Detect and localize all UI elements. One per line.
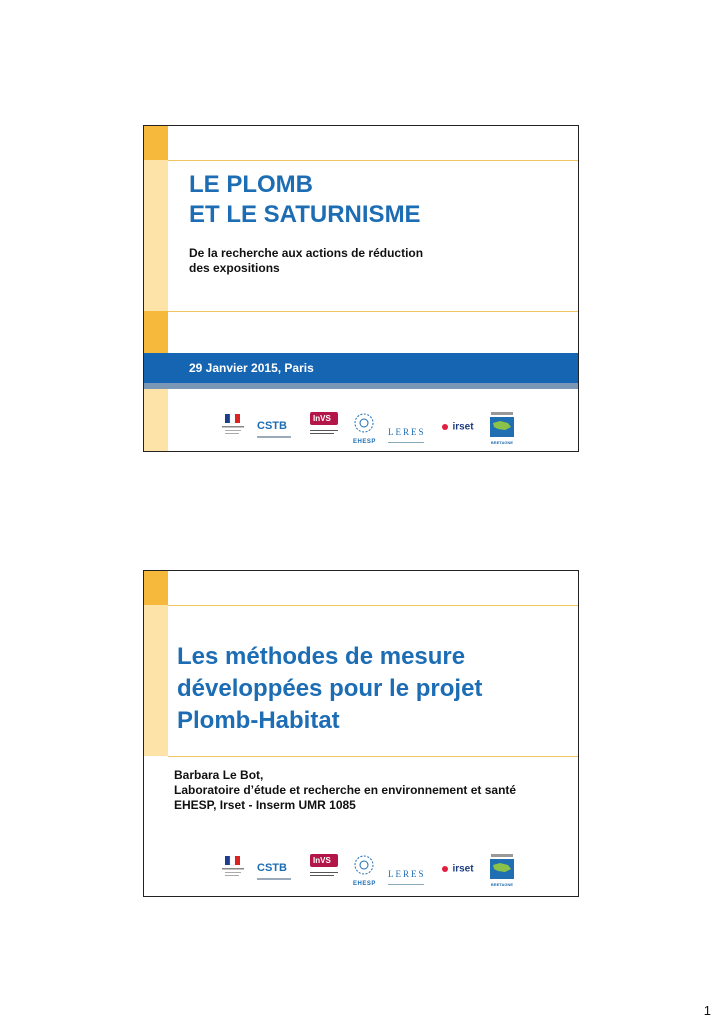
slide-1-title	[189, 170, 421, 230]
cstb-logo-text: CSTB	[257, 420, 287, 432]
bretagne-logo	[490, 854, 514, 887]
ministry-logo	[222, 856, 244, 880]
ehesp-logo-text: EHESP	[353, 881, 376, 887]
invs-logo	[310, 412, 338, 434]
invs-logo-text: InVS	[310, 854, 338, 867]
date-banner	[144, 353, 578, 389]
ehesp-emblem-icon	[353, 412, 375, 434]
bretagne-map-icon	[490, 859, 514, 879]
accent-bar-top	[144, 126, 168, 160]
divider-top	[168, 160, 578, 161]
ministry-logo	[222, 414, 244, 438]
leres-logo	[388, 864, 426, 885]
slide-1-subtitle	[189, 246, 469, 276]
author-block	[174, 768, 516, 813]
cstb-logo-text: CSTB	[257, 862, 287, 874]
ehesp-emblem-icon	[353, 854, 375, 876]
title-line-1: LE PLOMB	[189, 171, 313, 198]
divider-bottom	[168, 311, 578, 312]
partner-logos	[222, 412, 522, 448]
ehesp-logo-text: EHESP	[353, 439, 376, 445]
irset-logo	[442, 418, 474, 436]
bretagne-logo-text: BRETAGNE	[490, 440, 514, 445]
irset-logo-text: irset	[452, 421, 474, 433]
invs-logo-text: InVS	[310, 412, 338, 425]
subtitle-line-2: des expositions	[189, 261, 280, 275]
accent-bar-middle	[144, 605, 168, 756]
title-line-3: Plomb-Habitat	[177, 707, 340, 734]
leres-logo-text: LERES	[388, 427, 426, 437]
author-affiliation: EHESP, Irset - Inserm UMR 1085	[174, 798, 356, 812]
title-line-1: Les méthodes de mesure	[177, 643, 466, 670]
bretagne-logo	[490, 412, 514, 445]
irset-logo-text: irset	[452, 863, 474, 875]
ehesp-logo	[353, 854, 376, 887]
leres-logo-text: LERES	[388, 869, 426, 879]
ehesp-logo	[353, 412, 376, 445]
bretagne-map-icon	[490, 417, 514, 437]
accent-bar-middle	[144, 160, 168, 311]
partner-logos	[222, 854, 522, 890]
slide-2-title	[177, 641, 482, 737]
author-name: Barbara Le Bot,	[174, 768, 264, 782]
bretagne-logo-text: BRETAGNE	[490, 882, 514, 887]
accent-bar-lower	[144, 311, 168, 353]
divider-bottom	[168, 756, 578, 757]
slide-1	[143, 125, 579, 452]
accent-bar-bottom	[144, 389, 168, 452]
slide-2	[143, 570, 579, 897]
irset-logo	[442, 860, 474, 878]
invs-logo	[310, 854, 338, 876]
title-line-2: ET LE SATURNISME	[189, 201, 421, 228]
divider-top	[168, 605, 578, 606]
accent-bar-top	[144, 571, 168, 605]
author-lab: Laboratoire d’étude et recherche en environnement et santé	[174, 783, 517, 797]
leres-logo	[388, 422, 426, 443]
title-line-2: développées pour le projet	[177, 675, 483, 702]
page-number: 1	[703, 1003, 711, 1018]
event-date: 29 Janvier 2015, Paris	[189, 361, 314, 375]
cstb-logo	[257, 416, 291, 438]
cstb-logo	[257, 858, 291, 880]
subtitle-line-1: De la recherche aux actions de réduction	[189, 246, 424, 260]
